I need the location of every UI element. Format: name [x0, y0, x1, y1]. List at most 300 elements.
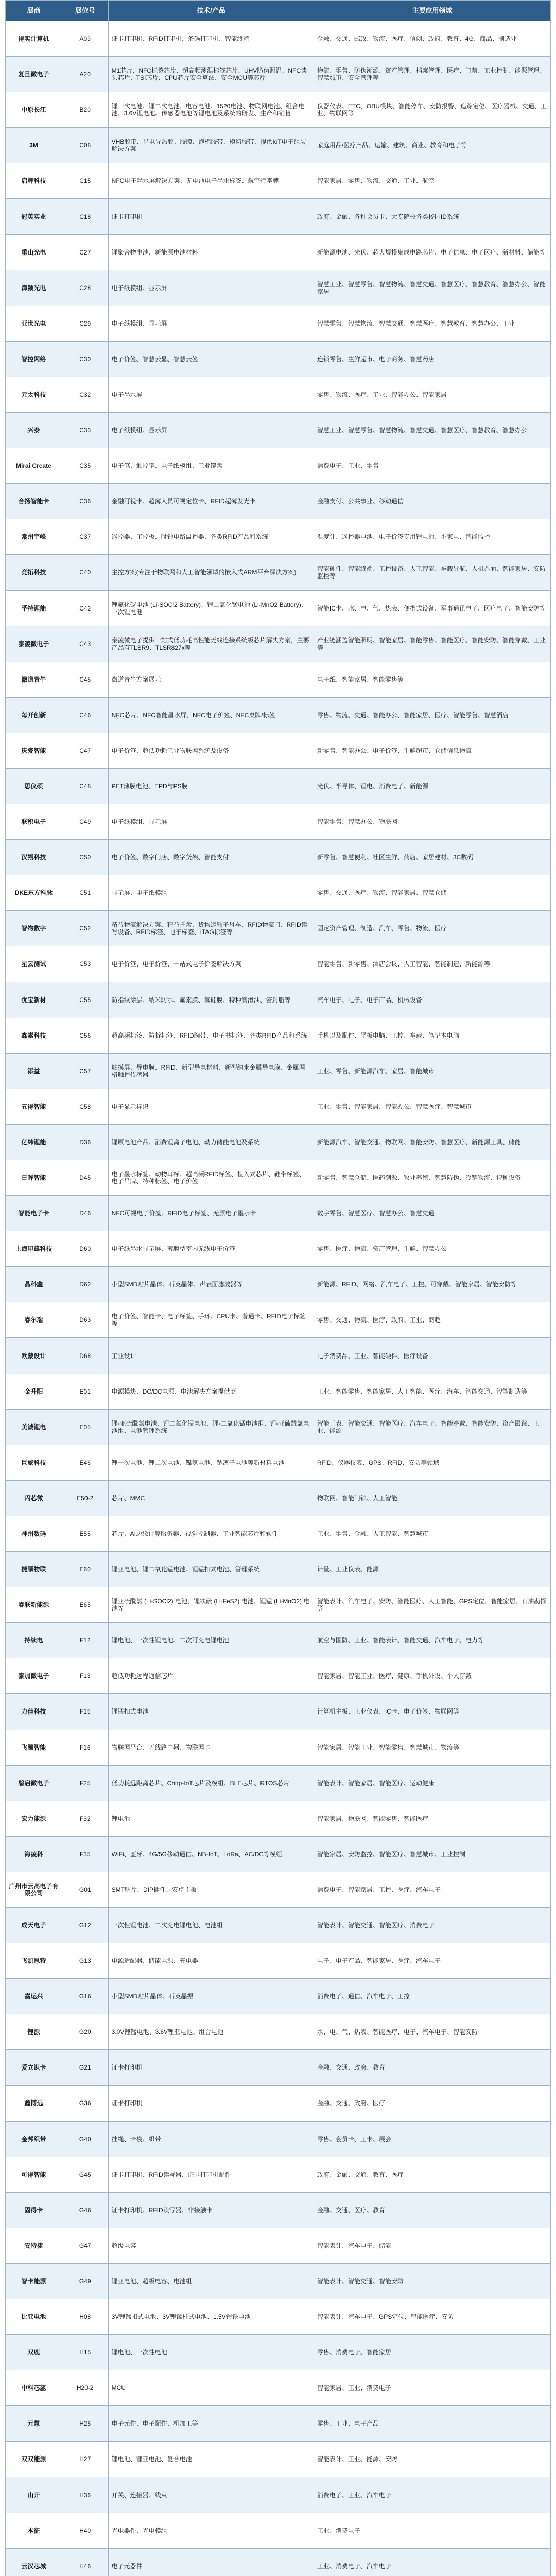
- product-cell: 物联网平台、无线路由器、物联网卡: [109, 1730, 314, 1765]
- application-cell: 物流、零售、防伪溯源、资产管理、档案管理、医疗、门禁、工业控制、能源管理、智慧城市、安全管理等: [317, 67, 546, 82]
- table-row: [6, 733, 550, 769]
- table-row: [6, 1694, 550, 1730]
- booth-cell: E01: [62, 1374, 109, 1409]
- product-cell: 证卡打印机、RFID读写器、非接触卡: [109, 2193, 314, 2228]
- exhibitor-cell: 闪芯微: [6, 1481, 62, 1516]
- exhibitor-cell: DKE东方科脉: [6, 875, 62, 910]
- booth-cell: F35: [62, 1837, 109, 1872]
- header-cell: 主要应用领域: [412, 6, 453, 14]
- table-row: [6, 1801, 550, 1837]
- table-row: [6, 1552, 550, 1587]
- product-cell: 证卡打印机、RFID读写器、证卡打印机配件: [109, 2157, 314, 2192]
- booth-cell: C57: [62, 1054, 109, 1089]
- booth-cell: C27: [62, 235, 109, 270]
- booth-cell: H15: [62, 2335, 109, 2370]
- application-cell: 消费电子、智能家居、工控、医疗、汽车电子: [317, 1886, 441, 1893]
- booth-cell: F12: [62, 1623, 109, 1658]
- booth-cell: C51: [62, 875, 109, 910]
- product-cell: 电子纸模组、显示屏: [109, 270, 314, 306]
- table-row: [6, 2549, 550, 2576]
- exhibitor-cell: 宏力能源: [6, 1801, 62, 1836]
- exhibitor-cell: 智控网络: [6, 342, 62, 377]
- exhibitor-cell: 鑫素科技: [6, 1018, 62, 1053]
- exhibitor-cell: 合扬智能卡: [6, 484, 62, 519]
- product-cell: NFC芯片、NFC智能墨水屏、NFC电子价签、NFC桌牌/标签: [109, 698, 314, 733]
- exhibitor-cell: 飞凯思特: [6, 1943, 62, 1978]
- booth-cell: G40: [62, 2122, 109, 2157]
- booth-cell: G13: [62, 1943, 109, 1978]
- application-cell: 零售、医疗、物流、资产管理、生鲜、智慧办公: [317, 1245, 447, 1253]
- header-cell: 展位号: [62, 1, 109, 21]
- exhibitor-cell: 元太科技: [6, 377, 62, 412]
- table-row: [6, 1979, 550, 2014]
- product-cell: 低功耗远距离芯片、Chirp-IoT芯片及模组、BLE芯片、RTOS芯片: [109, 1766, 314, 1801]
- booth-cell: C58: [62, 1089, 109, 1124]
- product-cell: 电子显示标识: [109, 1089, 314, 1124]
- exhibitor-cell: 亿纬锂能: [6, 1125, 62, 1160]
- booth-cell: C52: [62, 911, 109, 946]
- booth-cell: C40: [62, 555, 109, 590]
- product-cell: 锂锰扣式电池: [109, 1694, 314, 1729]
- product-cell: 证卡打印机: [109, 2086, 314, 2121]
- application-cell: 新零售、智慧便利、社区生鲜、药店、家居建材、3C数码: [317, 854, 474, 861]
- booth-cell: D63: [62, 1302, 109, 1337]
- table-row: [6, 342, 550, 377]
- product-cell: SMT贴片、DIP插件、安卓主板: [109, 1872, 314, 1907]
- booth-cell: H25: [62, 2406, 109, 2441]
- booth-cell: C43: [62, 626, 109, 662]
- product-cell: 证卡打印机、RFID打印机、条码打印机、智能终端: [109, 21, 314, 56]
- product-cell: 防指纹涂层、纳米防水、氟素膜、氟硅膜、特种润滑油、密封脂等: [109, 982, 314, 1018]
- exhibitor-cell: 常州宇峰: [6, 519, 62, 554]
- exhibitor-cell: 每开创新: [6, 698, 62, 733]
- booth-cell: C30: [62, 342, 109, 377]
- table-row: [6, 2264, 550, 2299]
- application-cell: 智能表计、工业、能源、安防: [317, 2455, 397, 2463]
- application-cell: 智能家居、物联网、智能零售、智能医疗: [317, 1815, 428, 1822]
- booth-cell: G36: [62, 2086, 109, 2121]
- exhibitor-cell: 竞拓科技: [6, 555, 62, 590]
- product-cell: 芯片、MMC: [109, 1481, 314, 1516]
- exhibitor-cell: 本征: [6, 2513, 62, 2548]
- booth-cell: C47: [62, 733, 109, 768]
- product-cell: 锂原电池产品、消费锂离子电池、动力储能电池及系统: [109, 1125, 314, 1160]
- product-cell: NFC可视电子价签、RFID电子标签、无源电子墨水卡: [109, 1196, 314, 1231]
- booth-cell: D36: [62, 1125, 109, 1160]
- application-cell: 智能家居、安防监控、智能医疗、智慧城市、工业控制: [317, 1850, 465, 1858]
- exhibitor-cell: 鑫博远: [6, 2086, 62, 2121]
- application-cell: 智能表计、汽车电子、储能: [317, 2242, 391, 2249]
- product-cell: 锂亚电池、锂二氧化锰电池、锂锰扣式电池、管理系统: [109, 1552, 314, 1587]
- product-cell: 挂绳、卡袋、织带: [109, 2122, 314, 2157]
- booth-cell: D68: [62, 1338, 109, 1373]
- product-cell: 锂亚电池、超级电容、电池组: [109, 2264, 314, 2299]
- product-cell: 锂亚硫酰氯 (Li-SOCl2) 电池、锂铁硫 (Li-FeS2) 电池、锂锰 (Li-MnO2) 电池等: [109, 1587, 314, 1622]
- application-cell: 智能零售、智慧办公、物联网: [317, 818, 397, 826]
- table-row: [6, 306, 550, 342]
- application-cell: 电子纸、智能家居、智能零售等: [317, 675, 404, 683]
- table-row: [6, 2442, 550, 2477]
- product-cell: 触摸屏、导电膜、RFID、新型导电材料、新型纳米金属导电膜、金属网格触控传感器: [109, 1054, 314, 1089]
- table-row: [6, 698, 550, 733]
- table-row: [6, 2513, 550, 2549]
- booth-cell: H46: [62, 2549, 109, 2576]
- exhibitor-cell: 睿联新能源: [6, 1587, 62, 1622]
- product-cell: 锂电池、一次性锂电池、二次可充电锂电池: [109, 1623, 314, 1658]
- table-row: [6, 92, 550, 128]
- application-cell: 消费电子、通信、汽车电子、工控: [317, 1993, 410, 2001]
- table-row: [6, 2050, 550, 2086]
- table-row: [6, 2406, 550, 2442]
- table-row: [6, 2014, 550, 2050]
- application-cell: 金融、交通、政府、医疗: [317, 2099, 385, 2107]
- table-row: [6, 1054, 550, 1089]
- exhibitor-cell: 睿尔瑞: [6, 1302, 62, 1337]
- booth-cell: G20: [62, 2014, 109, 2049]
- booth-cell: H40: [62, 2513, 109, 2548]
- application-cell: 汽车电子、电子、电子产品、机械设备: [317, 996, 422, 1004]
- table-row: [6, 2157, 550, 2193]
- table-row: [6, 1374, 550, 1410]
- application-cell: 智慧工业、智慧零售、智慧物流、智慧交通、智慧医疗、智慧教育、智慧办公、智能家居: [317, 280, 546, 295]
- application-cell: 产业链涵盖智能照明、智能家居、智能零售、智能医疗、智能安防、智能穿戴、工业等: [317, 636, 546, 651]
- booth-cell: F32: [62, 1801, 109, 1836]
- exhibitor-cell: 美诚锂电: [6, 1410, 62, 1445]
- application-cell: 温度计、遥控器电池、电子价签专用锂电池、小家电、智能监控: [317, 533, 490, 541]
- exhibitor-cell: 中原长江: [6, 92, 62, 127]
- exhibitor-cell: 联积电子: [6, 804, 62, 839]
- table-row: [6, 199, 550, 234]
- exhibitor-cell: 五得智能: [6, 1089, 62, 1124]
- product-cell: 电子墨水屏: [109, 377, 314, 412]
- table-header: [6, 1, 550, 21]
- product-cell: 电源模块、DC/DC电源、电池解决方案提供商: [109, 1374, 314, 1409]
- table-row: [6, 519, 550, 555]
- application-cell: 航空与国防、工业、智能表计、智能交通、汽车电子、电力等: [317, 1637, 484, 1645]
- booth-cell: C48: [62, 769, 109, 804]
- table-row: [6, 1908, 550, 1943]
- booth-cell: H36: [62, 2477, 109, 2512]
- product-cell: 电子元件、电子配件、机加工等: [109, 2406, 314, 2441]
- booth-cell: E46: [62, 1445, 109, 1480]
- exhibitor-cell: 孚特锂能: [6, 591, 62, 626]
- exhibitor-cell: 锂源: [6, 2014, 62, 2049]
- table-row: [6, 946, 550, 982]
- product-cell: 工业设计: [109, 1338, 314, 1373]
- application-cell: 新能源、RFID、网络、汽车电子、工控、可穿戴、智能家居、智能安防等: [317, 1281, 517, 1289]
- exhibitor-cell: 泰凌微电子: [6, 626, 62, 662]
- table-row: [6, 1516, 550, 1552]
- table-row: [6, 1410, 550, 1445]
- application-cell: 零售、工业、电子产品: [317, 2420, 379, 2428]
- header-cell: 技术/产品: [109, 1, 314, 21]
- booth-cell: H27: [62, 2442, 109, 2477]
- table-row: [6, 1196, 550, 1231]
- product-cell: 锂氟化碳电池 (Li-SOCl2 Battery)、锂二氧化锰电池 (Li-MnO2 Battery)、一次锂电池: [109, 591, 314, 626]
- product-cell: 精益物流解决方案、精益托盘、货物运输子母车、RFID物流门、RFID读写设备、RFID标签、电子标签、ITAG标签等: [109, 911, 314, 946]
- booth-cell: D62: [62, 1267, 109, 1302]
- application-cell: RFID、仪器仪表、GPS、RFID、安防等领域: [317, 1459, 440, 1466]
- product-cell: 电子纸墨水显示屏、薄膜型室内无线电子价签: [109, 1231, 314, 1266]
- application-cell: 智能家居、工业、消费电子: [317, 2384, 391, 2392]
- product-cell: 电子纸模组、显示屏: [109, 413, 314, 448]
- booth-cell: C15: [62, 163, 109, 198]
- product-cell: 泰凌微电子提供一站式低功耗高性能无线连接系统级芯片解决方案，主要产品有TLSR9、TLSR827x等: [109, 626, 314, 662]
- application-cell: 零售、消费电子、智能家居: [317, 2349, 391, 2357]
- table-row: [6, 1481, 550, 1516]
- application-cell: 金融、交通、医疗、教育: [317, 2206, 385, 2214]
- table-row: [6, 591, 550, 626]
- table-row: [6, 840, 550, 875]
- exhibitor-cell: 安特捷: [6, 2228, 62, 2263]
- exhibitor-cell: 海凌科: [6, 1837, 62, 1872]
- table-row: [6, 413, 550, 448]
- exhibitor-cell: 比亚电池: [6, 2299, 62, 2334]
- booth-cell: C45: [62, 662, 109, 697]
- booth-cell: C36: [62, 484, 109, 519]
- booth-cell: E55: [62, 1516, 109, 1551]
- product-cell: 超高频标签、防拆标签、RFID腕带、电子书标签、各类RFID产品和系统: [109, 1018, 314, 1053]
- table-row: [6, 2299, 550, 2335]
- product-cell: 超级电容: [109, 2228, 314, 2263]
- booth-cell: C46: [62, 698, 109, 733]
- table-row: [6, 1658, 550, 1694]
- application-cell: 智能表计、智能家居、智能医疗、运动健康: [317, 1779, 435, 1787]
- product-cell: 电子纸模组、显示屏: [109, 306, 314, 341]
- application-cell: 金融、交通、政府、教育: [317, 2064, 385, 2072]
- exhibitor-cell: 云汉芯城: [6, 2549, 62, 2576]
- application-cell: 智能表计、汽车电子、GPS定位、智能医疗、安防: [317, 2313, 454, 2321]
- application-cell: 家庭用品/医疗产品、运输、建筑、商业、教育和电子等: [317, 142, 467, 149]
- product-cell: 遥控器、工控板、时钟电路温控器、各类RFID产品和系统: [109, 519, 314, 554]
- booth-cell: C49: [62, 804, 109, 839]
- product-cell: 锂电池: [109, 1801, 314, 1836]
- booth-cell: G12: [62, 1908, 109, 1943]
- table-row: [6, 57, 550, 92]
- exhibitor-cell: 成天电子: [6, 1908, 62, 1943]
- exhibitor-cell: 持续电: [6, 1623, 62, 1658]
- table-row: [6, 1943, 550, 1979]
- application-cell: 新能源电池、光伏、超大规模集成电路芯片、电子信息、电子医疗、新材料、储能等: [317, 248, 546, 256]
- header-cell: 展商: [6, 1, 62, 21]
- exhibitor-cell: 爱立识卡: [6, 2050, 62, 2085]
- exhibitor-cell: 星云测试: [6, 946, 62, 981]
- booth-cell: D60: [62, 1231, 109, 1266]
- application-cell: 智能表计、智能交通、智能医疗、消费电子: [317, 1922, 435, 1929]
- booth-cell: H08: [62, 2299, 109, 2334]
- booth-cell: G21: [62, 2050, 109, 2085]
- application-cell: 工业、消费电子、汽车电子: [317, 2562, 391, 2570]
- exhibitor-cell: 冠英实业: [6, 199, 62, 234]
- table-row: [6, 1338, 550, 1374]
- exhibitor-cell: 晶科鑫: [6, 1267, 62, 1302]
- product-cell: 超低功耗远程通信芯片: [109, 1658, 314, 1693]
- exhibitor-cell: 欧蒙设计: [6, 1338, 62, 1373]
- application-cell: 水、电、气、热表、智能医疗、电子、汽车电子、智能安防: [317, 2028, 478, 2036]
- exhibitor-cell: 上海印雄科技: [6, 1231, 62, 1266]
- exhibitor-cell: 双鹿: [6, 2335, 62, 2370]
- exhibitor-cell: 巨威科技: [6, 1445, 62, 1480]
- application-cell: 智能IC卡、水、电、气、热表、便携式设备、军事通讯电子、医疗电子、智能安防等: [317, 604, 546, 612]
- table-row: [6, 163, 550, 199]
- exhibitor-cell: 复旦微电子: [6, 57, 62, 92]
- exhibitor-cell: 添益: [6, 1054, 62, 1089]
- product-cell: 3V锂锰扣式电池、3V锂锰柱式电池、1.5V锂铁电池: [109, 2299, 314, 2334]
- booth-cell: G16: [62, 1979, 109, 2014]
- table-row: [6, 1089, 550, 1125]
- application-cell: 消费电子、工业、汽车电子: [317, 2491, 391, 2499]
- table-row: [6, 982, 550, 1018]
- table-row: [6, 1730, 550, 1766]
- application-cell: 智慧零售、智慧物流、智慧交通、智慧医疗、智慧教育、智慧办公、工业: [317, 319, 515, 327]
- application-cell: 智能家居、智能工业、医疗、健康、手机外设、个人穿戴: [317, 1672, 472, 1680]
- application-cell: 新零售、智能办公、电子价签、生鲜超市、仓储信息物流: [317, 747, 472, 754]
- exhibitor-cell: 重山光电: [6, 235, 62, 270]
- exhibitor-cell: 可得智能: [6, 2157, 62, 2192]
- booth-cell: E65: [62, 1587, 109, 1622]
- table-row: [6, 1445, 550, 1481]
- product-cell: 光电器件、光电模组: [109, 2513, 314, 2548]
- application-cell: 零售、交通、医疗、物流、智能家居、智慧仓储: [317, 889, 447, 897]
- product-cell: 芯片、AI边缘计算服务器、视觉控制器、工业智能芯片和软件: [109, 1516, 314, 1551]
- product-cell: 金融可视卡、超薄人员可视定位卡、RFID超薄发光卡: [109, 484, 314, 519]
- table-row: [6, 1231, 550, 1267]
- booth-cell: G47: [62, 2228, 109, 2263]
- application-cell: 工业、零售、金融、人工智能、智慧城市: [317, 1530, 428, 1537]
- application-cell: 智能三表、智能交通、智能医疗、汽车电子、智能穿戴、智能安防、资产跟踪、工业、能源: [317, 1419, 540, 1434]
- application-cell: 金融支付、公共事业、移动通信: [317, 498, 404, 505]
- exhibitor-cell: 思仪硕: [6, 769, 62, 804]
- product-cell: 显示屏、电子纸模组: [109, 875, 314, 910]
- table-row: [6, 270, 550, 306]
- table-row: [6, 2122, 550, 2157]
- application-cell: 仪器仪表、ETC、OBU模块、智能停车、安防报警、追踪定位、医疗器械、交通、工业、物联网等: [317, 103, 547, 117]
- application-cell: 光伏、半导体、锂电、消费电子、新能源: [317, 783, 428, 790]
- table-row: [6, 2086, 550, 2121]
- exhibitor-cell: 神州数码: [6, 1516, 62, 1551]
- application-cell: 工业、智能零售、智能家居、人工智能、医疗、汽车、智能交通、智能制造等: [317, 1387, 527, 1395]
- booth-cell: C35: [62, 448, 109, 483]
- booth-cell: D46: [62, 1196, 109, 1231]
- exhibitor-cell: 亚世光电: [6, 306, 62, 341]
- exhibitor-cell: 微道青牛: [6, 662, 62, 697]
- exhibitor-cell: 汉朔科技: [6, 840, 62, 875]
- application-cell: 金融、交通、邮政、物流、医疗、信创、政府、教育、4G、商品、制造业: [317, 35, 517, 43]
- booth-cell: C42: [62, 591, 109, 626]
- product-cell: 小型SMD贴片晶体、石英晶体、声表面滤波器等: [109, 1267, 314, 1302]
- product-cell: 电子价签、智能卡、电子标签、手环、CPU卡、普通卡、RFID电子标签等: [109, 1302, 314, 1337]
- table-row: [6, 235, 550, 270]
- exhibitor-cell: 优宝新材: [6, 982, 62, 1018]
- application-cell: 电子消费品、工业、智能硬件、医疗设备: [317, 1352, 428, 1360]
- product-cell: 电子元器件: [109, 2549, 314, 2576]
- booth-cell: C32: [62, 377, 109, 412]
- exhibitor-cell: 3M: [6, 128, 62, 163]
- table-row: [6, 1160, 550, 1196]
- booth-cell: C50: [62, 840, 109, 875]
- exhibitor-cell: 日晖智能: [6, 1160, 62, 1195]
- application-cell: 固定资产管理、制造、汽车、零售、物流、医疗: [317, 925, 447, 933]
- exhibitor-cell: 中科芯蕊: [6, 2370, 62, 2405]
- booth-cell: C37: [62, 519, 109, 554]
- product-cell: 电子纸模组、显示屏: [109, 804, 314, 839]
- exhibitor-cell: 智物数字: [6, 911, 62, 946]
- application-cell: 零售、会员卡、工卡、展会: [317, 2135, 391, 2143]
- exhibitor-cell: 启辉科技: [6, 163, 62, 198]
- table-row: [6, 2228, 550, 2264]
- application-cell: 零售、物流、医疗、工业、智能办公、智能家居: [317, 391, 447, 398]
- exhibitor-cell: 漳颍光电: [6, 270, 62, 306]
- application-cell: 工业、零售、新能源汽车、家居、智能城市: [317, 1067, 435, 1075]
- exhibitor-cell: 广州市云高电子有限公司: [6, 1872, 62, 1907]
- exhibitor-cell: 元慧: [6, 2406, 62, 2441]
- application-cell: 计算机主板、工业仪表、IC卡、电子价签、物联网等: [317, 1708, 459, 1716]
- table-row: [6, 377, 550, 413]
- exhibitor-cell: 飞騰智能: [6, 1730, 62, 1765]
- exhibitor-cell: 嘉运兴: [6, 1979, 62, 2014]
- booth-cell: E60: [62, 1552, 109, 1587]
- table-row: [6, 911, 550, 946]
- application-cell: 智能家居、零售、物流、交通、工业、航空: [317, 177, 435, 185]
- application-cell: 政府、金融、各种会员卡、大专院校各类校园ID系统: [317, 213, 459, 221]
- booth-cell: C33: [62, 413, 109, 448]
- application-cell: 消费电子、工业、零售: [317, 462, 379, 470]
- booth-cell: E05: [62, 1410, 109, 1445]
- exhibitor-cell: 捷顺物联: [6, 1552, 62, 1587]
- table-row: [6, 1623, 550, 1658]
- booth-cell: C08: [62, 128, 109, 163]
- application-cell: 智慧工业、智慧零售、智慧物流、智慧交通、智慧医疗、智慧教育、智慧办公: [317, 427, 527, 434]
- table-row: [6, 769, 550, 804]
- product-cell: 3.0V锂锰电池、3.6V锂亚电池、组合电池: [109, 2014, 314, 2049]
- product-cell: 电子价签、电子价签、一站式电子价签解决方案: [109, 946, 314, 981]
- exhibitor-cell: Mirai Create: [6, 448, 62, 483]
- application-cell: 连锁零售、生鲜超市、电子商务、智慧药店: [317, 355, 435, 363]
- table-row: [6, 1872, 550, 1908]
- application-cell: 零售、交通、物流、医疗、政府、工业、商超: [317, 1316, 441, 1324]
- exhibitor-cell: 山开: [6, 2477, 62, 2512]
- application-cell: 手机以及配件、平板电脑、工控、车载、笔记本电脑: [317, 1031, 459, 1039]
- application-cell: 智能表计、智能交通、智能安防: [317, 2277, 404, 2285]
- product-cell: MCU: [109, 2370, 314, 2405]
- product-cell: 小型SMD贴片晶体、石英晶振: [109, 1979, 314, 2014]
- exhibitor-table: [5, 0, 551, 2576]
- product-cell: 电子价签、数字门店、数字货架、智能支付: [109, 840, 314, 875]
- application-cell: 智能家居、智能工业、智能零售、智慧城市、物流等: [317, 1743, 459, 1751]
- product-cell: 证卡打印机: [109, 2050, 314, 2085]
- exhibitor-cell: 泰加微电子: [6, 1658, 62, 1693]
- booth-cell: G49: [62, 2264, 109, 2299]
- table-row: [6, 484, 550, 519]
- application-cell: 新能源汽车、智能交通、物联网、智能安防、智慧医疗、新能源工具、储能: [317, 1138, 521, 1146]
- exhibitor-cell: 得实计算机: [6, 21, 62, 56]
- application-cell: 智能表计、汽车电子、安防、智能医疗、人工智能、GPS定位、智能家居、石油勘探等: [317, 1598, 547, 1613]
- booth-cell: F16: [62, 1730, 109, 1765]
- exhibitor-cell: 智卡能源: [6, 2264, 62, 2299]
- product-cell: M1芯片、NFC标签芯片、超高频测温标签芯片、UHV防伪测温、NFC读头芯片、TSI芯片、CPU芯片安全算法、安全MCU等芯片: [109, 57, 314, 92]
- booth-cell: C55: [62, 982, 109, 1018]
- table-row: [6, 2370, 550, 2406]
- booth-cell: C56: [62, 1018, 109, 1053]
- product-cell: 微道青牛方案展示: [109, 662, 314, 697]
- product-cell: 证卡打印机: [109, 199, 314, 234]
- product-cell: 锂一次电池、锂二次电池、电容电池、1520电池、物联网电池、组合电池、3.6V锂电池、传感器电池等锂电池及系统的研发、生产和销售: [109, 92, 314, 127]
- table-row: [6, 875, 550, 911]
- application-cell: 电子、电子产品、智能家居、医疗、汽车电子: [317, 1957, 441, 1965]
- product-cell: 电子墨水标签、动物耳标、超高频RFID标签、植入式芯片、鞋带标签、电子吊牌、特种标签、电子价签: [109, 1160, 314, 1195]
- booth-cell: C29: [62, 306, 109, 341]
- booth-cell: H20-2: [62, 2370, 109, 2405]
